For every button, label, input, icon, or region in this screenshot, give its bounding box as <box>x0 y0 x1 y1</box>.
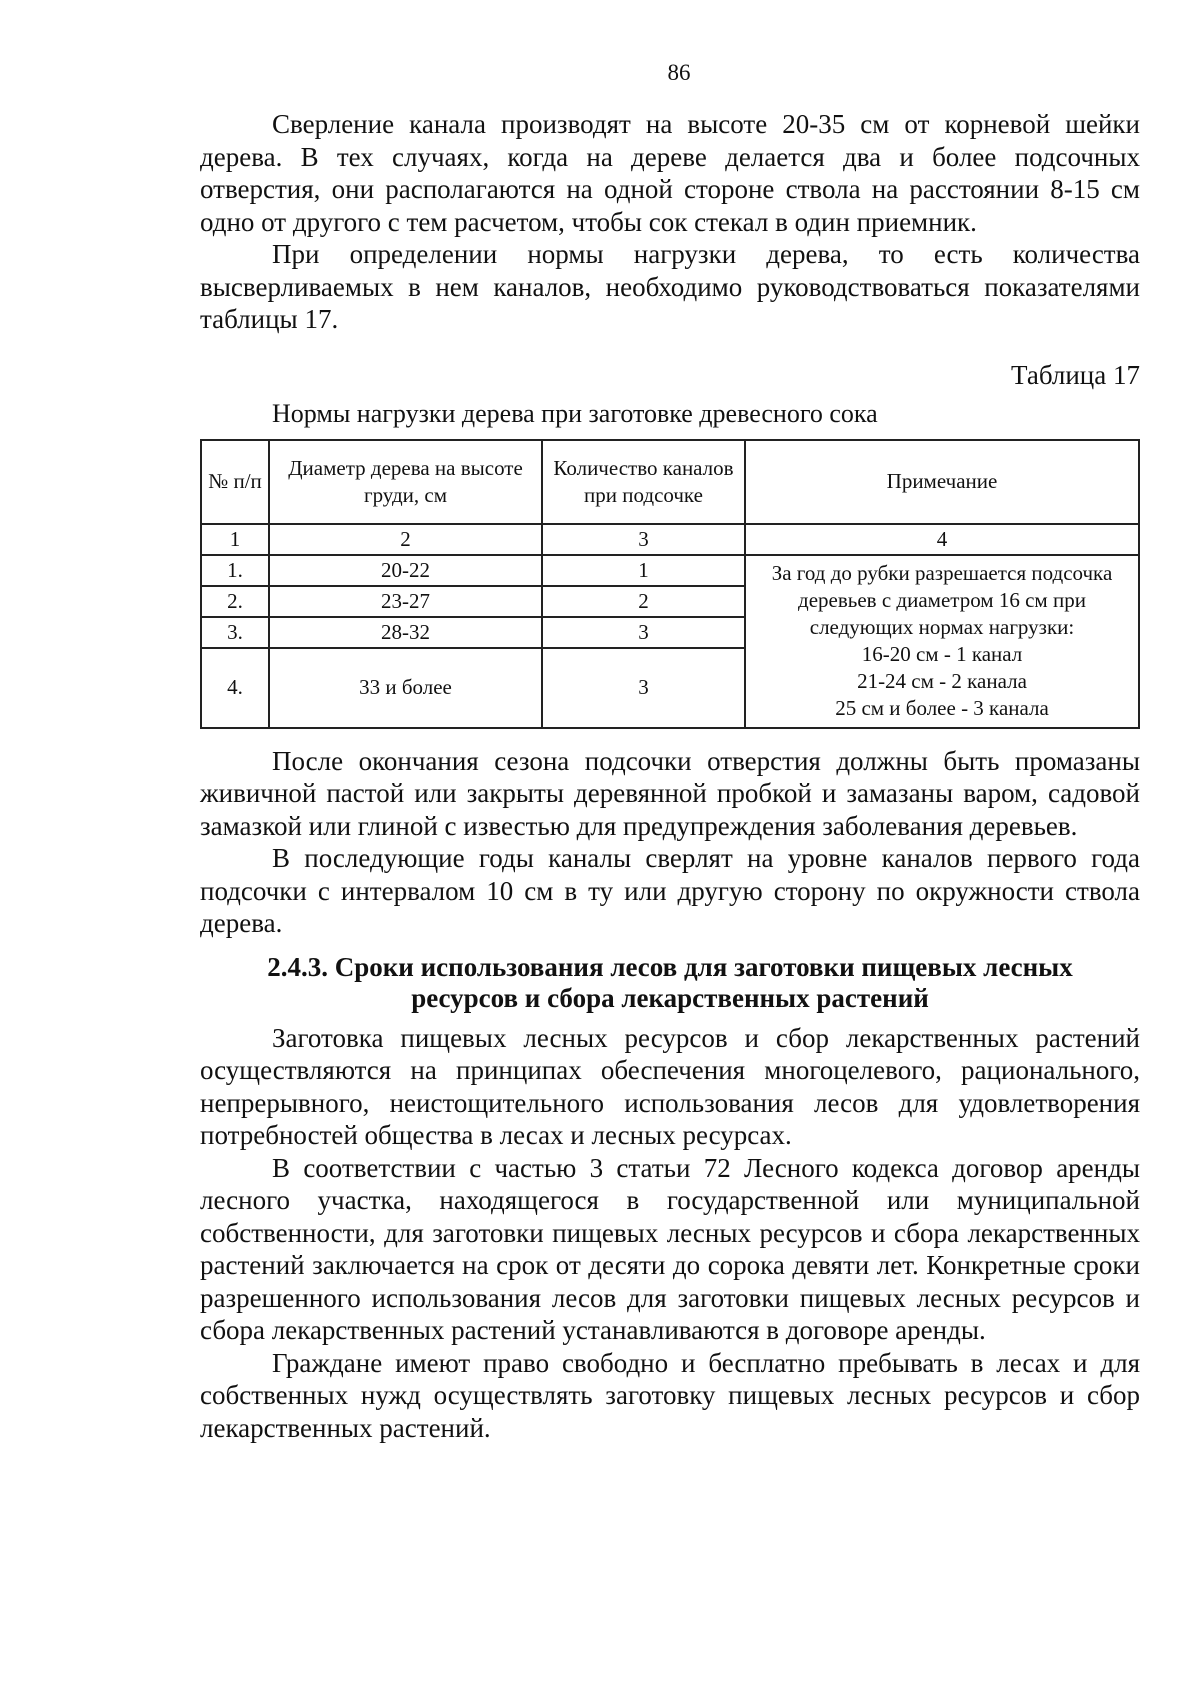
section-heading-line: ресурсов и сбора лекарственных растений <box>411 982 929 1013</box>
row-diameter: 23-27 <box>269 586 542 617</box>
header-number: № п/п <box>201 440 269 524</box>
row-channels: 3 <box>542 617 745 648</box>
section-heading <box>200 952 1140 1014</box>
header-note: Примечание <box>745 440 1139 524</box>
row-diameter: 20-22 <box>269 555 542 586</box>
row-diameter: 33 и более <box>269 648 542 728</box>
row-channels: 1 <box>542 555 745 586</box>
table-column-numbers-row <box>201 524 1139 555</box>
row-channels: 2 <box>542 586 745 617</box>
row-number: 4. <box>201 648 269 728</box>
table-header-row <box>201 440 1139 524</box>
row-number: 1. <box>201 555 269 586</box>
row-diameter: 28-32 <box>269 617 542 648</box>
row-number: 2. <box>201 586 269 617</box>
load-norms-table <box>200 439 1140 729</box>
note-line: За год до рубки разрешается подсочка <box>771 561 1113 585</box>
document-page <box>200 60 1140 1444</box>
paragraph-subsequent-years: В последующие годы каналы сверлят на уровне каналов первого года подсочки с интервалом 10 см в ту или другую сторону по окружности ствола дерева. <box>200 843 1140 938</box>
column-number-cell: 4 <box>745 524 1139 555</box>
header-diameter: Диаметр дерева на высоте груди, см <box>269 440 542 524</box>
column-number-cell: 3 <box>542 524 745 555</box>
header-channels: Количество каналов при подсочке <box>542 440 745 524</box>
row-number: 3. <box>201 617 269 648</box>
note-line: 16-20 см - 1 канал <box>861 642 1023 666</box>
note-line: 21-24 см - 2 канала <box>857 669 1027 693</box>
note-line: деревьев с диаметром 16 см при <box>798 588 1086 612</box>
column-number-cell: 1 <box>201 524 269 555</box>
note-line: 25 см и более - 3 канала <box>835 696 1049 720</box>
page-number: 86 <box>667 60 691 85</box>
row-channels: 3 <box>542 648 745 728</box>
paragraph-lease-terms: В соответствии с частью 3 статьи 72 Лесного кодекса договор аренды лесного участка, находящегося в государственной или муниципальной собственности, для заготовки пищевых лесных ресурсов и сбора лекарственных растений заключается на срок от десяти до сорока девяти лет. Конкретные сроки разрешенного использования лесов для заготовки пищевых лесных ресурсов и сбора лекарственных растений устанавливаются в договоре аренды. <box>200 1152 1140 1345</box>
paragraph-drilling-height: Сверление канала производят на высоте 20-35 см от корневой шейки дерева. В тех случаях, когда на дереве делается два и более подсочных отверстия, они располагаются на одной стороне ствола на расстоянии 8-15 см одно от другого с тем расчетом, чтобы сок стекал в один приемник. <box>200 109 1140 237</box>
table-label: Таблица 17 <box>1011 359 1140 390</box>
paragraph-citizens-rights: Граждане имеют право свободно и бесплатно пребывать в лесах и для собственных нужд осуществлять заготовку пищевых лесных ресурсов и сбор лекарственных растений. <box>200 1347 1140 1443</box>
note-line: следующих нормах нагрузки: <box>809 615 1075 639</box>
column-number-cell: 2 <box>269 524 542 555</box>
paragraph-principles: Заготовка пищевых лесных ресурсов и сбор лекарственных растений осуществляются на принципах обеспечения многоцелевого, рационального, непрерывного, неистощительного использования лесов для удовлетворения потребностей общества в лесах и лесных ресурсах. <box>200 1022 1140 1150</box>
paragraph-load-norms: При определении нормы нагрузки дерева, то есть количества высверливаемых в нем каналов, необходимо руководствоваться показателями таблицы 17. <box>200 239 1140 334</box>
section-heading-line: 2.4.3. Сроки использования лесов для заготовки пищевых лесных <box>267 951 1073 982</box>
paragraph-sealing: После окончания сезона подсочки отверстия должны быть промазаны живичной пастой или закрыты деревянной пробкой и замазаны варом, садовой замазкой или глиной с известью для предупреждения заболевания деревьев. <box>200 745 1140 841</box>
note-cell <box>745 555 1139 728</box>
table-title: Нормы нагрузки дерева при заготовке древесного сока <box>272 398 878 428</box>
table-row <box>201 555 1139 586</box>
